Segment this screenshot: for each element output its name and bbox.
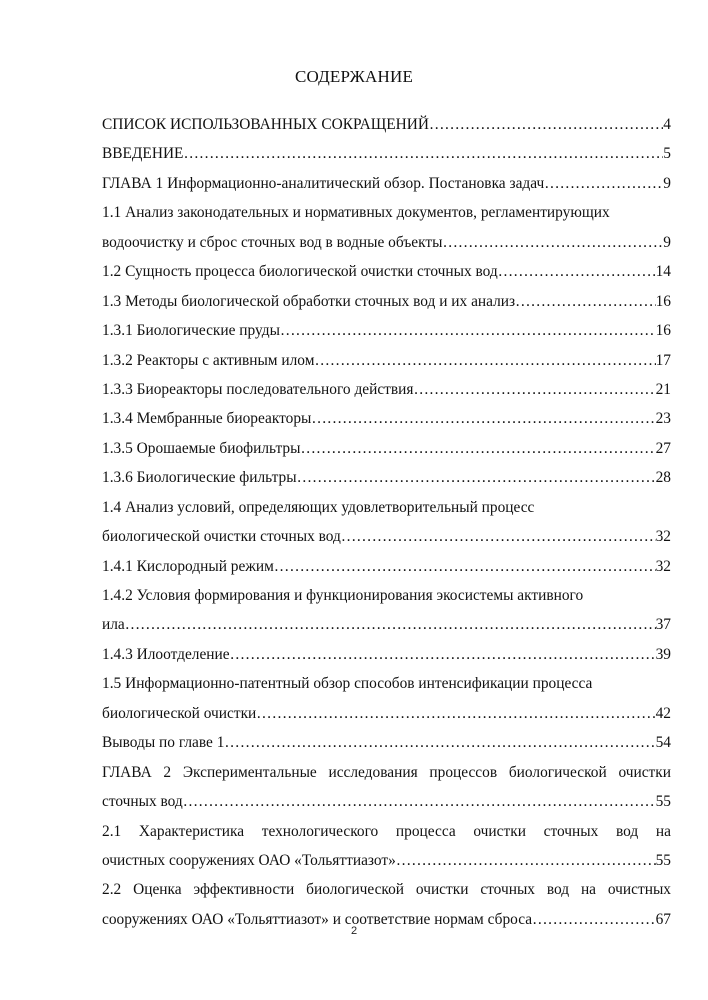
toc-entry xyxy=(102,375,671,404)
toc-entry-text: 1.3.4 Мембранные биореакторы xyxy=(102,410,312,428)
toc-dot-leader xyxy=(274,552,656,581)
toc-dot-leader xyxy=(311,404,655,433)
toc-entry xyxy=(102,257,671,286)
toc-entry xyxy=(102,728,671,757)
table-of-contents xyxy=(102,110,671,934)
toc-entry xyxy=(102,610,671,639)
toc-page-number: 54 xyxy=(655,734,671,752)
toc-page-number: 23 xyxy=(655,410,671,428)
toc-page-number: 55 xyxy=(655,793,671,811)
toc-page-number: 14 xyxy=(655,263,671,281)
toc-dot-leader xyxy=(224,728,655,757)
toc-dot-leader xyxy=(280,316,656,345)
toc-dot-leader xyxy=(515,287,656,316)
toc-page-number: 16 xyxy=(655,322,671,340)
toc-dot-leader xyxy=(183,787,656,816)
toc-entry-text: сооружениях ОАО «Тольяттиазот» и соответствие нормам сброса xyxy=(102,910,533,928)
toc-entry xyxy=(102,169,671,198)
toc-entry-text: 2.2 Оценка эффективности биологической очистки сточных вод на очистных xyxy=(102,881,671,899)
toc-entry-text: очистных сооружениях ОАО «Тольяттиазот» xyxy=(102,851,396,869)
toc-entry xyxy=(102,846,671,875)
toc-entry-text: 1.3.5 Орошаемые биофильтры xyxy=(102,439,301,457)
toc-entry-text: 1.3.6 Биологические фильтры xyxy=(102,469,297,487)
toc-entry-text: СПИСОК ИСПОЛЬЗОВАННЫХ СОКРАЩЕНИЙ xyxy=(102,116,429,133)
toc-entry-text: ГЛАВА 2 Экспериментальные исследования процессов биологической очистки xyxy=(102,763,671,781)
toc-entry-text: 2.1 Характеристика технологического процесса очистки сточных вод на xyxy=(102,822,671,840)
toc-entry xyxy=(102,875,671,904)
toc-entry-text: ВВЕДЕНИЕ xyxy=(102,145,184,163)
toc-entry xyxy=(102,463,671,492)
toc-entry xyxy=(102,581,671,610)
toc-entry-text: биологической очистки xyxy=(102,704,257,722)
toc-entry-text: 1.2 Сущность процесса биологической очистки сточных вод xyxy=(102,263,498,281)
toc-page-number: 55 xyxy=(655,851,671,869)
toc-entry-text: 1.4 Анализ условий, определяющих удовлетворительный процесс xyxy=(102,498,535,516)
toc-dot-leader xyxy=(314,346,655,375)
toc-page-number: 28 xyxy=(655,469,671,487)
toc-page-number: 67 xyxy=(655,910,671,928)
toc-page-number: 32 xyxy=(655,528,671,546)
toc-entry xyxy=(102,434,671,463)
toc-dot-leader xyxy=(414,375,656,404)
toc-entry xyxy=(102,699,671,728)
toc-entry xyxy=(102,522,671,551)
toc-entry-text: ГЛАВА 1 Информационно-аналитический обзор. Постановка задач xyxy=(102,174,545,192)
toc-entry xyxy=(102,640,671,669)
toc-entry-text: 1.3 Методы биологической обработки сточных вод и их анализ xyxy=(102,292,516,310)
toc-entry-text: 1.5 Информационно-патентный обзор способов интенсификации процесса xyxy=(102,675,593,693)
toc-entry-text: ила xyxy=(102,616,125,634)
toc-entry-text: 1.1 Анализ законодательных и нормативных документов, регламентирующих xyxy=(102,204,610,222)
toc-entry xyxy=(102,346,671,375)
toc-page-number: 9 xyxy=(663,174,671,192)
toc-dot-leader xyxy=(498,257,656,286)
toc-dot-leader xyxy=(300,434,655,463)
toc-page-number: 32 xyxy=(655,557,671,575)
toc-dot-leader xyxy=(125,610,656,639)
toc-page-number: 17 xyxy=(655,351,671,369)
toc-page-number: 39 xyxy=(655,645,671,663)
toc-entry xyxy=(102,198,671,227)
toc-entry xyxy=(102,110,671,139)
toc-entry-text: водоочистку и сброс сточных вод в водные объекты xyxy=(102,233,443,251)
toc-entry xyxy=(102,287,671,316)
toc-page-number: 5 xyxy=(663,145,671,163)
toc-dot-leader xyxy=(183,139,663,168)
page-number: 2 xyxy=(350,925,358,937)
toc-entry xyxy=(102,552,671,581)
toc-dot-leader xyxy=(341,522,656,551)
toc-entry xyxy=(102,228,671,257)
toc-dot-leader xyxy=(256,699,655,728)
toc-dot-leader xyxy=(297,463,656,492)
toc-entry-text: 1.3.3 Биореакторы последовательного действия xyxy=(102,380,414,398)
toc-entry xyxy=(102,669,671,698)
toc-dot-leader xyxy=(429,110,663,139)
toc-page-number: 9 xyxy=(663,233,671,251)
toc-page-number: 27 xyxy=(655,439,671,457)
toc-entry xyxy=(102,758,671,787)
toc-page-number: 16 xyxy=(655,292,671,310)
toc-entry xyxy=(102,817,671,846)
toc-entry-text: 1.3.2 Реакторы с активным илом xyxy=(102,351,315,369)
toc-entry xyxy=(102,493,671,522)
toc-entry-text: 1.4.3 Илоотделение xyxy=(102,645,230,663)
toc-dot-leader xyxy=(442,228,663,257)
toc-entry-text: 1.4.1 Кислородный режим xyxy=(102,557,274,575)
toc-entry xyxy=(102,139,671,168)
toc-dot-leader xyxy=(230,640,656,669)
toc-entry-text: сточных вод xyxy=(102,793,183,811)
page-title: СОДЕРЖАНИЕ xyxy=(294,67,414,86)
toc-dot-leader xyxy=(544,169,663,198)
toc-entry xyxy=(102,787,671,816)
toc-entry-text: 1.3.1 Биологические пруды xyxy=(102,322,280,340)
toc-entry xyxy=(102,316,671,345)
toc-entry-text: Выводы по главе 1 xyxy=(102,734,225,752)
toc-page-number: 21 xyxy=(655,380,671,398)
toc-entry-text: 1.4.2 Условия формирования и функционирования экосистемы активного xyxy=(102,587,584,604)
toc-entry-text: биологической очистки сточных вод xyxy=(102,528,341,546)
toc-page-number: 37 xyxy=(655,616,671,634)
toc-dot-leader xyxy=(396,846,656,875)
toc-entry xyxy=(102,404,671,433)
toc-page-number: 4 xyxy=(663,116,671,133)
toc-page-number: 42 xyxy=(655,704,671,722)
